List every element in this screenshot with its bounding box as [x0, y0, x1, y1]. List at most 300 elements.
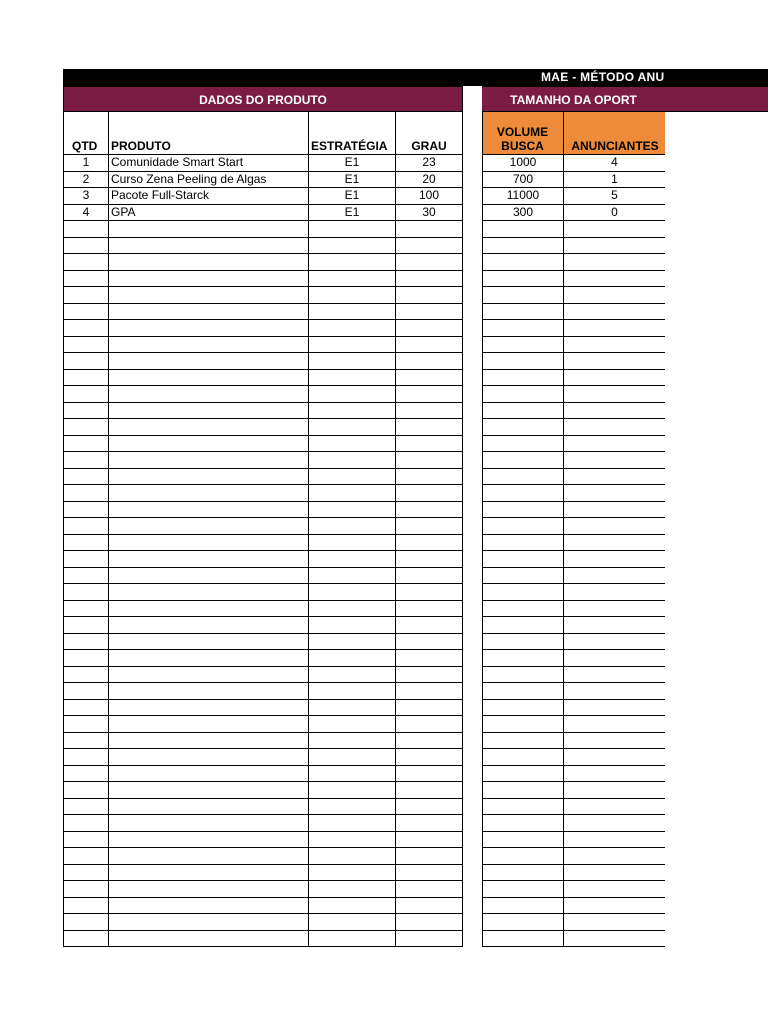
cell-qtd[interactable] [63, 749, 108, 765]
cell-volume-busca[interactable] [482, 898, 563, 914]
cell-anunciantes[interactable] [563, 320, 665, 336]
cell-grau[interactable] [395, 700, 463, 716]
cell-volume-busca[interactable]: 700 [482, 172, 563, 188]
cell-volume-busca[interactable] [482, 650, 563, 666]
cell-estrategia[interactable] [308, 337, 395, 353]
cell-anunciantes[interactable] [563, 815, 665, 831]
cell-volume-busca[interactable]: 11000 [482, 188, 563, 204]
cell-anunciantes[interactable] [563, 683, 665, 699]
cell-anunciantes[interactable] [563, 782, 665, 798]
cell-qtd[interactable] [63, 733, 108, 749]
table-row [63, 205, 463, 222]
cell-qtd[interactable] [63, 353, 108, 369]
cell-anunciantes[interactable] [563, 419, 665, 435]
cell-estrategia[interactable] [308, 304, 395, 320]
cell-qtd[interactable] [63, 568, 108, 584]
table-row [482, 716, 665, 733]
cell-grau[interactable] [395, 584, 463, 600]
cell-produto[interactable] [108, 386, 308, 402]
cell-grau[interactable] [395, 749, 463, 765]
cell-grau[interactable] [395, 782, 463, 798]
cell-qtd[interactable] [63, 898, 108, 914]
cell-anunciantes[interactable] [563, 337, 665, 353]
cell-qtd[interactable] [63, 716, 108, 732]
cell-anunciantes[interactable] [563, 518, 665, 534]
cell-qtd[interactable] [63, 683, 108, 699]
cell-anunciantes[interactable] [563, 551, 665, 567]
cell-estrategia[interactable] [308, 551, 395, 567]
cell-volume-busca[interactable] [482, 865, 563, 881]
cell-qtd[interactable] [63, 452, 108, 468]
cell-anunciantes[interactable] [563, 535, 665, 551]
cell-anunciantes[interactable] [563, 931, 665, 947]
cell-qtd[interactable] [63, 551, 108, 567]
cell-anunciantes[interactable] [563, 848, 665, 864]
cell-qtd[interactable]: 1 [63, 155, 108, 171]
cell-produto[interactable] [108, 914, 308, 930]
cell-qtd[interactable] [63, 535, 108, 551]
cell-qtd[interactable] [63, 221, 108, 237]
cell-produto[interactable] [108, 485, 308, 501]
cell-anunciantes[interactable] [563, 700, 665, 716]
cell-estrategia[interactable] [308, 733, 395, 749]
cell-estrategia[interactable] [308, 419, 395, 435]
cell-volume-busca[interactable] [482, 271, 563, 287]
column-header-estrategia[interactable] [308, 112, 395, 155]
cell-produto[interactable] [108, 848, 308, 864]
cell-qtd[interactable] [63, 799, 108, 815]
cell-anunciantes[interactable] [563, 221, 665, 237]
cell-estrategia[interactable] [308, 320, 395, 336]
cell-anunciantes[interactable] [563, 634, 665, 650]
cell-volume-busca[interactable] [482, 584, 563, 600]
cell-volume-busca[interactable] [482, 238, 563, 254]
cell-volume-busca[interactable] [482, 419, 563, 435]
column-header-anunciantes[interactable] [563, 112, 665, 155]
cell-estrategia[interactable] [308, 914, 395, 930]
cell-estrategia[interactable] [308, 634, 395, 650]
table-row [63, 370, 463, 387]
cell-produto[interactable] [108, 617, 308, 633]
cell-anunciantes[interactable]: 0 [563, 205, 665, 221]
cell-grau[interactable] [395, 452, 463, 468]
cell-produto[interactable] [108, 304, 308, 320]
cell-anunciantes[interactable] [563, 469, 665, 485]
cell-qtd[interactable] [63, 634, 108, 650]
cell-volume-busca[interactable] [482, 518, 563, 534]
cell-estrategia[interactable] [308, 865, 395, 881]
cell-estrategia[interactable] [308, 898, 395, 914]
cell-anunciantes[interactable] [563, 370, 665, 386]
cell-produto[interactable] [108, 865, 308, 881]
cell-grau[interactable] [395, 914, 463, 930]
cell-volume-busca[interactable] [482, 601, 563, 617]
cell-grau[interactable] [395, 815, 463, 831]
cell-volume-busca[interactable] [482, 568, 563, 584]
cell-volume-busca[interactable] [482, 733, 563, 749]
cell-grau[interactable] [395, 617, 463, 633]
cell-qtd[interactable] [63, 865, 108, 881]
cell-qtd[interactable] [63, 766, 108, 782]
cell-volume-busca[interactable] [482, 749, 563, 765]
cell-volume-busca[interactable] [482, 848, 563, 864]
cell-qtd[interactable] [63, 238, 108, 254]
cell-estrategia[interactable] [308, 386, 395, 402]
cell-grau[interactable] [395, 832, 463, 848]
cell-estrategia[interactable] [308, 287, 395, 303]
cell-grau[interactable] [395, 320, 463, 336]
cell-estrategia[interactable] [308, 815, 395, 831]
cell-produto[interactable] [108, 716, 308, 732]
cell-volume-busca[interactable]: 300 [482, 205, 563, 221]
cell-produto[interactable] [108, 518, 308, 534]
cell-produto[interactable] [108, 832, 308, 848]
cell-produto[interactable] [108, 271, 308, 287]
cell-estrategia[interactable] [308, 782, 395, 798]
cell-grau[interactable]: 30 [395, 205, 463, 221]
cell-volume-busca[interactable] [482, 832, 563, 848]
cell-produto[interactable] [108, 551, 308, 567]
cell-anunciantes[interactable] [563, 502, 665, 518]
table-row [482, 452, 665, 469]
cell-estrategia[interactable] [308, 683, 395, 699]
cell-produto[interactable] [108, 683, 308, 699]
table-row [482, 898, 665, 915]
cell-grau[interactable] [395, 419, 463, 435]
cell-estrategia[interactable]: E1 [308, 155, 395, 171]
cell-estrategia[interactable] [308, 931, 395, 947]
cell-qtd[interactable] [63, 931, 108, 947]
cell-anunciantes[interactable] [563, 386, 665, 402]
cell-grau[interactable] [395, 287, 463, 303]
cell-volume-busca[interactable] [482, 386, 563, 402]
cell-volume-busca[interactable] [482, 634, 563, 650]
cell-anunciantes[interactable] [563, 716, 665, 732]
cell-volume-busca[interactable] [482, 403, 563, 419]
cell-grau[interactable] [395, 898, 463, 914]
cell-estrategia[interactable] [308, 238, 395, 254]
cell-anunciantes[interactable] [563, 799, 665, 815]
cell-grau[interactable] [395, 650, 463, 666]
cell-grau[interactable] [395, 485, 463, 501]
cell-estrategia[interactable] [308, 749, 395, 765]
cell-grau[interactable] [395, 881, 463, 897]
cell-qtd[interactable] [63, 832, 108, 848]
cell-anunciantes[interactable] [563, 667, 665, 683]
cell-produto[interactable] [108, 452, 308, 468]
cell-grau[interactable]: 20 [395, 172, 463, 188]
cell-volume-busca[interactable] [482, 881, 563, 897]
cell-qtd[interactable] [63, 700, 108, 716]
cell-anunciantes[interactable] [563, 617, 665, 633]
cell-produto[interactable] [108, 749, 308, 765]
cell-volume-busca[interactable] [482, 287, 563, 303]
cell-anunciantes[interactable] [563, 254, 665, 270]
cell-volume-busca[interactable] [482, 617, 563, 633]
cell-estrategia[interactable] [308, 799, 395, 815]
cell-estrategia[interactable] [308, 370, 395, 386]
cell-volume-busca[interactable] [482, 304, 563, 320]
cell-produto[interactable] [108, 898, 308, 914]
cell-grau[interactable] [395, 683, 463, 699]
cell-grau[interactable] [395, 799, 463, 815]
cell-volume-busca[interactable] [482, 254, 563, 270]
cell-qtd[interactable] [63, 650, 108, 666]
table-row [482, 155, 665, 172]
cell-qtd[interactable] [63, 436, 108, 452]
cell-anunciantes[interactable] [563, 898, 665, 914]
cell-grau[interactable] [395, 386, 463, 402]
cell-anunciantes[interactable] [563, 584, 665, 600]
cell-qtd[interactable]: 2 [63, 172, 108, 188]
cell-volume-busca[interactable]: 1000 [482, 155, 563, 171]
cell-grau[interactable] [395, 370, 463, 386]
cell-qtd[interactable] [63, 584, 108, 600]
cell-qtd[interactable] [63, 337, 108, 353]
cell-produto[interactable] [108, 502, 308, 518]
cell-anunciantes[interactable] [563, 749, 665, 765]
cell-grau[interactable] [395, 502, 463, 518]
cell-grau[interactable] [395, 353, 463, 369]
cell-estrategia[interactable] [308, 353, 395, 369]
cell-estrategia[interactable] [308, 452, 395, 468]
cell-produto[interactable] [108, 568, 308, 584]
cell-grau[interactable] [395, 865, 463, 881]
column-header-qtd[interactable] [63, 112, 108, 155]
cell-grau[interactable] [395, 337, 463, 353]
cell-produto[interactable] [108, 403, 308, 419]
cell-estrategia[interactable] [308, 436, 395, 452]
cell-estrategia[interactable] [308, 502, 395, 518]
cell-grau[interactable] [395, 931, 463, 947]
cell-volume-busca[interactable] [482, 667, 563, 683]
cell-volume-busca[interactable] [482, 502, 563, 518]
cell-anunciantes[interactable] [563, 650, 665, 666]
cell-produto[interactable] [108, 238, 308, 254]
cell-volume-busca[interactable] [482, 914, 563, 930]
cell-anunciantes[interactable] [563, 601, 665, 617]
cell-grau[interactable]: 100 [395, 188, 463, 204]
cell-grau[interactable] [395, 304, 463, 320]
cell-produto[interactable] [108, 419, 308, 435]
cell-produto[interactable] [108, 584, 308, 600]
cell-produto[interactable] [108, 650, 308, 666]
cell-estrategia[interactable] [308, 518, 395, 534]
cell-produto[interactable] [108, 370, 308, 386]
cell-grau[interactable] [395, 733, 463, 749]
cell-estrategia[interactable] [308, 403, 395, 419]
cell-estrategia[interactable] [308, 568, 395, 584]
cell-qtd[interactable] [63, 287, 108, 303]
cell-grau[interactable] [395, 238, 463, 254]
cell-grau[interactable] [395, 436, 463, 452]
cell-volume-busca[interactable] [482, 815, 563, 831]
cell-anunciantes[interactable] [563, 914, 665, 930]
cell-grau[interactable] [395, 271, 463, 287]
cell-produto[interactable] [108, 931, 308, 947]
cell-grau[interactable] [395, 469, 463, 485]
cell-anunciantes[interactable] [563, 766, 665, 782]
cell-produto[interactable] [108, 634, 308, 650]
cell-volume-busca[interactable] [482, 683, 563, 699]
cell-volume-busca[interactable] [482, 700, 563, 716]
cell-estrategia[interactable] [308, 254, 395, 270]
cell-estrategia[interactable]: E1 [308, 205, 395, 221]
cell-grau[interactable] [395, 601, 463, 617]
cell-volume-busca[interactable] [482, 782, 563, 798]
cell-qtd[interactable] [63, 320, 108, 336]
cell-estrategia[interactable] [308, 221, 395, 237]
cell-estrategia[interactable]: E1 [308, 172, 395, 188]
cell-produto[interactable] [108, 782, 308, 798]
cell-produto[interactable] [108, 881, 308, 897]
cell-qtd[interactable] [63, 815, 108, 831]
cell-anunciantes[interactable] [563, 881, 665, 897]
cell-qtd[interactable] [63, 304, 108, 320]
cell-qtd[interactable] [63, 485, 108, 501]
cell-estrategia[interactable] [308, 271, 395, 287]
cell-anunciantes[interactable] [563, 271, 665, 287]
cell-grau[interactable] [395, 766, 463, 782]
cell-produto[interactable] [108, 320, 308, 336]
cell-produto[interactable] [108, 254, 308, 270]
cell-anunciantes[interactable] [563, 403, 665, 419]
cell-anunciantes[interactable] [563, 353, 665, 369]
cell-anunciantes[interactable] [563, 568, 665, 584]
cell-grau[interactable] [395, 403, 463, 419]
column-header-produto[interactable] [108, 112, 308, 155]
cell-qtd[interactable] [63, 403, 108, 419]
cell-estrategia[interactable] [308, 601, 395, 617]
cell-anunciantes[interactable]: 5 [563, 188, 665, 204]
cell-produto[interactable] [108, 601, 308, 617]
cell-volume-busca[interactable] [482, 535, 563, 551]
cell-volume-busca[interactable] [482, 799, 563, 815]
cell-grau[interactable] [395, 221, 463, 237]
cell-estrategia[interactable] [308, 469, 395, 485]
cell-estrategia[interactable] [308, 667, 395, 683]
cell-estrategia[interactable]: E1 [308, 188, 395, 204]
cell-grau[interactable] [395, 535, 463, 551]
cell-produto[interactable]: Curso Zena Peeling de Algas [108, 172, 308, 188]
cell-volume-busca[interactable] [482, 485, 563, 501]
cell-qtd[interactable] [63, 848, 108, 864]
cell-produto[interactable] [108, 815, 308, 831]
cell-grau[interactable] [395, 551, 463, 567]
cell-grau[interactable] [395, 716, 463, 732]
cell-qtd[interactable] [63, 617, 108, 633]
cell-produto[interactable] [108, 353, 308, 369]
column-header-grau[interactable] [395, 112, 463, 155]
cell-volume-busca[interactable] [482, 436, 563, 452]
cell-estrategia[interactable] [308, 881, 395, 897]
cell-estrategia[interactable] [308, 832, 395, 848]
cell-qtd[interactable] [63, 782, 108, 798]
cell-estrategia[interactable] [308, 716, 395, 732]
cell-anunciantes[interactable] [563, 485, 665, 501]
cell-qtd[interactable] [63, 881, 108, 897]
cell-qtd[interactable] [63, 667, 108, 683]
cell-estrategia[interactable] [308, 584, 395, 600]
cell-produto[interactable] [108, 221, 308, 237]
cell-estrategia[interactable] [308, 700, 395, 716]
cell-qtd[interactable] [63, 914, 108, 930]
cell-produto[interactable] [108, 766, 308, 782]
cell-volume-busca[interactable] [482, 766, 563, 782]
cell-qtd[interactable] [63, 469, 108, 485]
cell-volume-busca[interactable] [482, 551, 563, 567]
cell-anunciantes[interactable] [563, 238, 665, 254]
column-header-volume-busca[interactable] [482, 112, 563, 155]
cell-volume-busca[interactable] [482, 370, 563, 386]
cell-anunciantes[interactable] [563, 304, 665, 320]
cell-estrategia[interactable] [308, 848, 395, 864]
cell-produto[interactable]: Pacote Full-Starck [108, 188, 308, 204]
cell-anunciantes[interactable]: 4 [563, 155, 665, 171]
cell-estrategia[interactable] [308, 617, 395, 633]
cell-anunciantes[interactable] [563, 287, 665, 303]
cell-grau[interactable] [395, 667, 463, 683]
cell-qtd[interactable] [63, 419, 108, 435]
cell-grau[interactable] [395, 254, 463, 270]
cell-qtd[interactable] [63, 518, 108, 534]
cell-anunciantes[interactable] [563, 452, 665, 468]
cell-anunciantes[interactable] [563, 865, 665, 881]
cell-volume-busca[interactable] [482, 221, 563, 237]
cell-volume-busca[interactable] [482, 320, 563, 336]
cell-produto[interactable] [108, 667, 308, 683]
cell-estrategia[interactable] [308, 535, 395, 551]
cell-qtd[interactable] [63, 601, 108, 617]
cell-anunciantes[interactable] [563, 733, 665, 749]
cell-volume-busca[interactable] [482, 337, 563, 353]
cell-grau[interactable]: 23 [395, 155, 463, 171]
cell-qtd[interactable] [63, 386, 108, 402]
cell-qtd[interactable] [63, 254, 108, 270]
cell-volume-busca[interactable] [482, 716, 563, 732]
cell-grau[interactable] [395, 634, 463, 650]
cell-produto[interactable] [108, 287, 308, 303]
cell-produto[interactable] [108, 535, 308, 551]
cell-anunciantes[interactable] [563, 436, 665, 452]
cell-volume-busca[interactable] [482, 931, 563, 947]
cell-estrategia[interactable] [308, 650, 395, 666]
cell-volume-busca[interactable] [482, 469, 563, 485]
cell-produto[interactable] [108, 733, 308, 749]
cell-qtd[interactable] [63, 271, 108, 287]
cell-produto[interactable] [108, 700, 308, 716]
cell-volume-busca[interactable] [482, 353, 563, 369]
cell-produto[interactable]: Comunidade Smart Start [108, 155, 308, 171]
cell-qtd[interactable]: 3 [63, 188, 108, 204]
cell-produto[interactable] [108, 469, 308, 485]
cell-produto[interactable] [108, 799, 308, 815]
cell-qtd[interactable] [63, 370, 108, 386]
cell-estrategia[interactable] [308, 485, 395, 501]
cell-estrategia[interactable] [308, 766, 395, 782]
cell-grau[interactable] [395, 848, 463, 864]
cell-anunciantes[interactable] [563, 832, 665, 848]
cell-grau[interactable] [395, 568, 463, 584]
cell-grau[interactable] [395, 518, 463, 534]
cell-qtd[interactable]: 4 [63, 205, 108, 221]
cell-anunciantes[interactable]: 1 [563, 172, 665, 188]
cell-produto[interactable] [108, 337, 308, 353]
cell-produto[interactable] [108, 436, 308, 452]
cell-qtd[interactable] [63, 502, 108, 518]
cell-volume-busca[interactable] [482, 452, 563, 468]
cell-produto[interactable]: GPA [108, 205, 308, 221]
